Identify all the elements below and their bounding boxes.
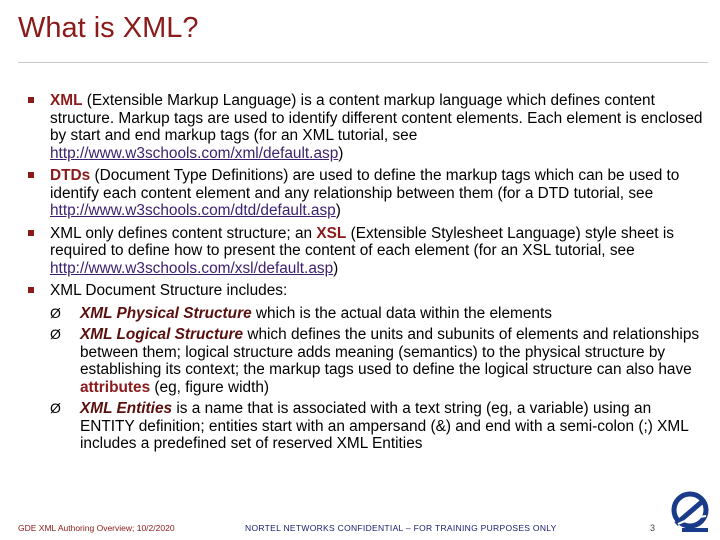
nortel-globe-logo [668, 490, 712, 534]
term-physical-structure: XML Physical Structure [80, 304, 252, 322]
bullet-text: (Extensible Markup Language) is a content markup language which defines content structure. Markup tags are used to identify different content elements. Each element is enclosed by start and end markup tags (for an XML tutorial, see [50, 92, 703, 144]
bullet-text-end: ) [335, 202, 341, 219]
arrow-bullet-icon: Ø [50, 400, 61, 416]
term-dtds: DTDs [50, 167, 91, 184]
bullet-text: (Document Type Definitions) are used to define the markup tags which can be used to identify each content element and any relationship between them (for a DTD tutorial, see [50, 167, 680, 202]
xml-tutorial-link[interactable]: http://www.w3schools.com/xml/default.asp [50, 144, 339, 162]
bullet-text-end: ) [338, 144, 344, 162]
bullet-structure [18, 282, 703, 300]
slide-title: What is XML? [18, 12, 199, 44]
subitem-text-end: (eg, figure width) [150, 378, 270, 396]
bullet-xml [18, 92, 703, 162]
arrow-bullet-icon: Ø [50, 304, 61, 321]
arrow-bullet-icon: Ø [50, 326, 61, 342]
bullet-dtd [18, 167, 703, 220]
footer-course-date: GDE XML Authoring Overview; 10/2/2020 [18, 523, 175, 533]
bullet-text-end: ) [333, 259, 339, 277]
term-xsl: XSL [316, 224, 347, 242]
square-bullet-icon [28, 172, 34, 178]
bullet-text: (Extensible Stylesheet Language) style sheet is required to define how to present the content of each element (for an XSL tutorial, see [50, 224, 674, 259]
term-logical-structure: XML Logical Structure [80, 326, 244, 343]
square-bullet-icon [28, 97, 34, 103]
page-number: 3 [650, 523, 656, 533]
bullet-xsl [18, 225, 703, 278]
term-attributes: attributes [80, 378, 151, 396]
term-xml: XML [50, 92, 83, 109]
subitem-text: is a name that is associated with a text string (eg, a variable) using an ENTITY definition; entities start with an ampersand (&) and end with a semi-colon (;) XML includes a predefined set of reserved XML Entities [80, 400, 689, 452]
subitem-physical [18, 305, 703, 323]
subitem-text: which is the actual data within the elements [251, 304, 552, 322]
subitem-entities [18, 400, 703, 453]
bullet-text: XML Document Structure includes: [50, 282, 288, 299]
slide-body [18, 92, 703, 457]
square-bullet-icon [28, 230, 34, 236]
xsl-tutorial-link[interactable]: http://www.w3schools.com/xsl/default.asp [50, 259, 334, 277]
dtd-tutorial-link[interactable]: http://www.w3schools.com/dtd/default.asp [50, 202, 336, 219]
subitem-logical [18, 326, 703, 396]
footer-confidential: NORTEL NETWORKS CONFIDENTIAL – FOR TRAINING PURPOSES ONLY [245, 523, 557, 533]
title-divider [18, 62, 708, 63]
square-bullet-icon [28, 287, 34, 293]
subitem-text: which defines the units and subunits of elements and relationships between them; logical structure adds meaning (semantics) to the physical structure by establishing its context; the markup tags used to define the logical structure can also have [80, 326, 700, 378]
term-xml-entities: XML Entities [80, 400, 173, 417]
bullet-text-pre: XML only defines content structure; an [50, 224, 317, 242]
